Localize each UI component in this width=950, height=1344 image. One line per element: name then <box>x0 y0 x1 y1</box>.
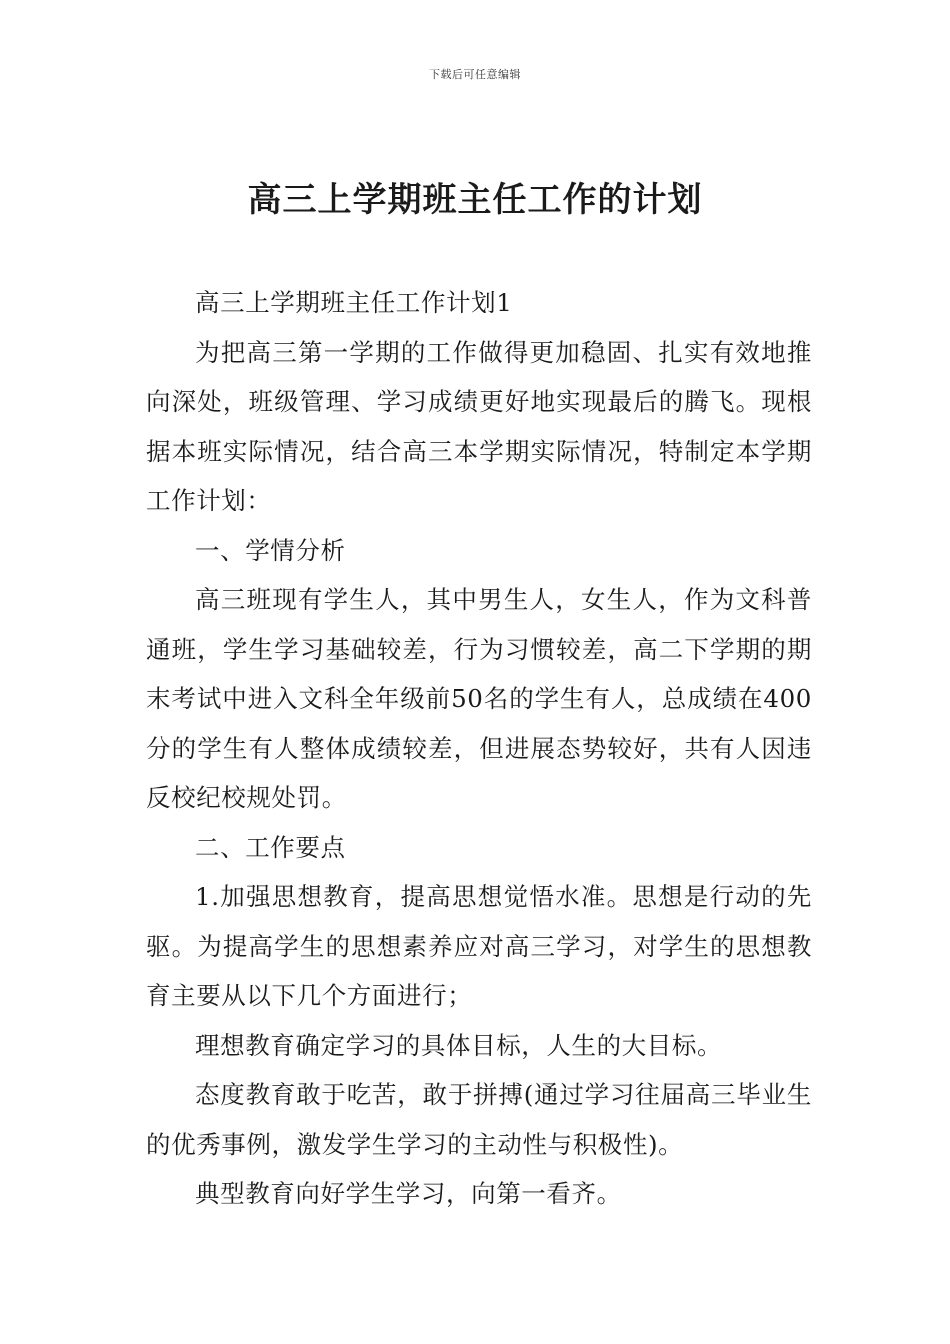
paragraph-subtitle: 高三上学期班主任工作计划1 <box>195 288 513 317</box>
header-note: 下载后可任意编辑 <box>429 68 521 81</box>
paragraph-point-1: 1.加强思想教育，提高思想觉悟水准。思想是行动的先驱。为提高学生的思想素养应对高三学习，对学生的思想教育主要从以下几个方面进行； <box>146 882 812 1010</box>
section-heading-key-points: 二、工作要点 <box>195 832 346 862</box>
paragraph-analysis: 高三班现有学生人，其中男生人，女生人，作为文科普通班，学生学习基础较差，行为习惯较差，高二下学期的期末考试中进入文科全年级前50名的学生有人，总成绩在400分的学生有人整体成绩较差，但进展态势较好，共有人因违反校纪校规处罚。 <box>146 585 812 812</box>
paragraph-model-education: 典型教育向好学生学习，向第一看齐。 <box>195 1179 622 1208</box>
paragraph-ideal-education: 理想教育确定学习的具体目标，人生的大目标。 <box>195 1030 723 1060</box>
section-heading-analysis: 一、学情分析 <box>195 535 346 565</box>
paragraph-intro: 为把高三第一学期的工作做得更加稳固、扎实有效地推向深处，班级管理、学习成绩更好地实现最后的腾飞。现根据本班实际情况，结合高三本学期实际情况，特制定本学期工作计划： <box>146 337 812 515</box>
document-title: 高三上学期班主任工作的计划 <box>247 180 703 220</box>
paragraph-attitude-education: 态度教育敢于吃苦，敢于拼搏(通过学习往届高三毕业生的优秀事例，激发学生学习的主动性与积极性)。 <box>146 1080 812 1159</box>
document-body <box>146 278 812 1219</box>
